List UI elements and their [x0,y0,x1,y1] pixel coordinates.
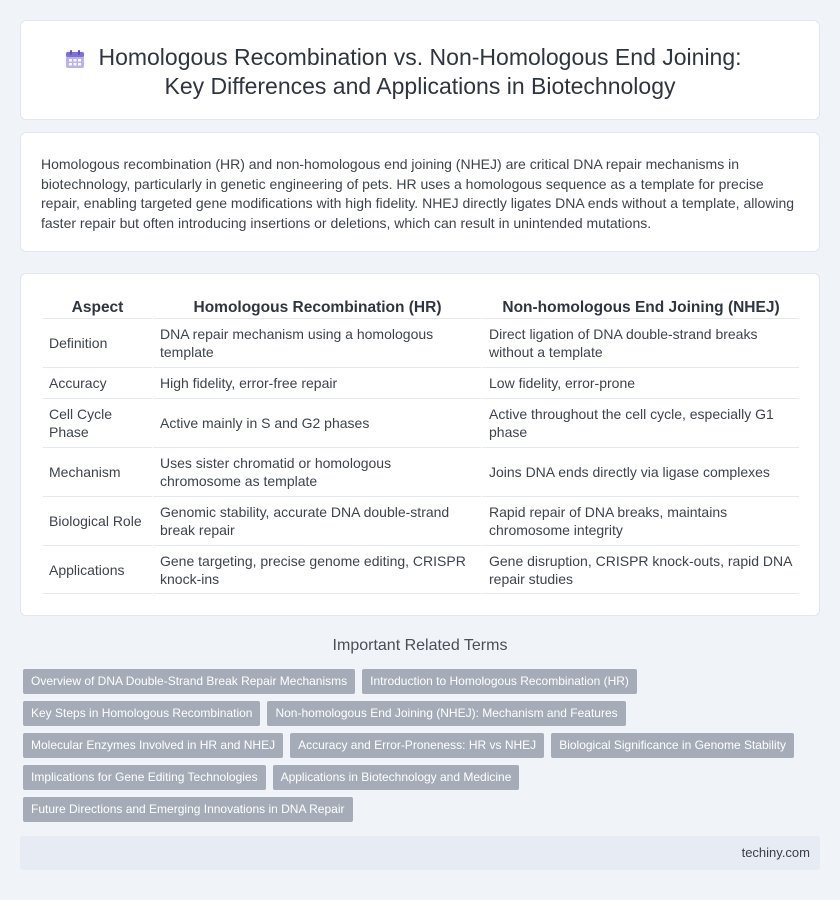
nhej-cell: Low fidelity, error-prone [481,367,799,398]
related-term-tag[interactable]: Accuracy and Error-Proneness: HR vs NHEJ [290,733,544,758]
column-header-aspect: Aspect [71,299,124,316]
table-row [43,447,799,496]
intro-paragraph: Homologous recombination (HR) and non-homologous end joining (NHEJ) are critical DNA repair mechanisms in biotechnology, particularly in genetic engineering of pets. HR uses a homologous sequence as a template for precise repair, enabling targeted gene modifications with high fidelity. NHEJ directly ligates DNA ends without a template, allowing faster repair but often introducing insertions or deletions, which can result in unintended mutations. [41,156,795,231]
page-title-line-1: Homologous Recombination vs. Non-Homologous End Joining: [98,44,742,70]
footer [20,836,820,870]
hr-cell: High fidelity, error-free repair [152,367,481,398]
nhej-cell: Active throughout the cell cycle, especially G1 phase [481,398,799,447]
footer-site-link[interactable]: techiny.com [741,845,810,860]
related-term-tag[interactable]: Future Directions and Emerging Innovations in DNA Repair [23,797,353,822]
related-term-tag[interactable]: Introduction to Homologous Recombination (HR) [362,669,637,694]
nhej-cell: Gene disruption, CRISPR knock-outs, rapid DNA repair studies [481,545,799,594]
aspect-cell: Cell Cycle Phase [43,398,152,447]
table-header-row [43,296,799,318]
aspect-cell: Definition [43,318,152,367]
comparison-table-card [20,273,820,616]
related-term-tag[interactable]: Overview of DNA Double-Strand Break Repair Mechanisms [23,669,355,694]
related-term-tag[interactable]: Applications in Biotechnology and Medicine [273,765,520,790]
hr-cell: DNA repair mechanism using a homologous template [152,318,481,367]
aspect-cell: Biological Role [43,496,152,545]
table-row [43,545,799,594]
aspect-cell: Mechanism [43,447,152,496]
related-terms-heading: Important Related Terms [332,637,508,654]
hr-cell: Uses sister chromatid or homologous chromosome as template [152,447,481,496]
related-term-tag[interactable]: Molecular Enzymes Involved in HR and NHEJ [23,733,283,758]
nhej-cell: Direct ligation of DNA double-strand breaks without a template [481,318,799,367]
nhej-cell: Rapid repair of DNA breaks, maintains chromosome integrity [481,496,799,545]
nhej-cell: Joins DNA ends directly via ligase complexes [481,447,799,496]
related-terms-list [23,669,803,829]
comparison-table [43,296,799,594]
related-term-tag[interactable]: Implications for Gene Editing Technologies [23,765,266,790]
related-term-tag[interactable]: Biological Significance in Genome Stability [551,733,794,758]
aspect-cell: Applications [43,545,152,594]
aspect-cell: Accuracy [43,367,152,398]
header-card [20,20,820,120]
hr-cell: Active mainly in S and G2 phases [152,398,481,447]
table-row [43,398,799,447]
page-title [21,43,819,101]
table-row [43,496,799,545]
table-row [43,318,799,367]
related-term-tag[interactable]: Key Steps in Homologous Recombination [23,701,260,726]
column-header-nhej: Non-homologous End Joining (NHEJ) [481,296,799,318]
hr-cell: Genomic stability, accurate DNA double-strand break repair [152,496,481,545]
table-row [43,367,799,398]
page-title-line-2: Key Differences and Applications in Biotechnology [164,73,676,99]
hr-cell: Gene targeting, precise genome editing, CRISPR knock-ins [152,545,481,594]
intro-card [20,132,820,252]
column-header-hr: Homologous Recombination (HR) [152,296,481,318]
related-term-tag[interactable]: Non-homologous End Joining (NHEJ): Mechanism and Features [267,701,625,726]
